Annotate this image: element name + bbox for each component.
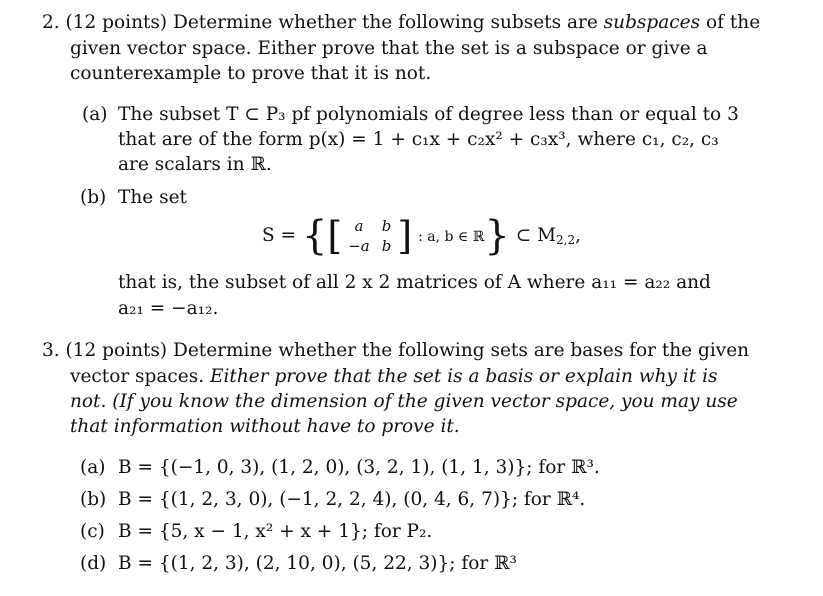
problem-2-intro-line-2: given vector space. Either prove that the set is a subspace or give a	[70, 38, 708, 59]
problem-2b-line-1: The set	[118, 187, 187, 208]
problem-3c-label: (c)	[80, 521, 105, 542]
problem-3b-text: B = {(1, 2, 3, 0), (−1, 2, 2, 4), (0, 4, 6, 7)}; for ℝ⁴.	[118, 489, 586, 510]
set-rhs-end: ,	[575, 225, 582, 246]
set-rhs-symbol: ⊂ M	[515, 225, 557, 246]
problem-2b-label: (b)	[80, 187, 107, 208]
problem-3-text: vector spaces.	[70, 366, 210, 387]
problem-2a-line-1: The subset T ⊂ P₃ pf polynomials of degree less than or equal to 3	[118, 104, 739, 125]
problem-3c-text: B = {5, x − 1, x² + x + 1}; for P₂.	[118, 521, 433, 542]
problem-2b-line-3: that is, the subset of all 2 x 2 matrices of A where a₁₁ = a₂₂ and	[118, 272, 711, 293]
problem-2a-label: (a)	[82, 104, 108, 125]
set-rhs-subscript: 2,2	[556, 233, 576, 247]
problem-3-intro-line-1: 3. (12 points) Determine whether the following sets are bases for the given	[42, 340, 750, 361]
set-condition: : a, b ∈ ℝ	[418, 229, 485, 245]
problem-2b-line-4: a₂₁ = −a₁₂.	[118, 298, 219, 319]
problem-2-text-end: of the	[700, 12, 761, 33]
problem-2-intro-line-3: counterexample to prove that it is not.	[70, 63, 432, 84]
matrix-entry-21: −a	[348, 237, 370, 255]
problem-2a-line-2: that are of the form p(x) = 1 + c₁x + c₂x² + c₃x³, where c₁, c₂, c₃	[118, 129, 719, 150]
problem-3-intro-line-4: that information without have to prove it.	[70, 416, 460, 437]
problem-3a-label: (a)	[80, 457, 106, 478]
set-lhs: S =	[262, 225, 297, 246]
problem-3-intro-line-3: not. (If you know the dimension of the given vector space, you may use	[70, 391, 738, 412]
set-definition	[262, 208, 581, 264]
problem-3a-text: B = {(−1, 0, 3), (1, 2, 0), (3, 2, 1), (1, 1, 3)}; for ℝ³.	[118, 457, 600, 478]
problem-2a-line-3: are scalars in ℝ.	[118, 154, 272, 175]
left-bracket-icon: [	[327, 214, 343, 258]
matrix-entry-22: b	[381, 237, 392, 255]
problem-2-emphasis: subspaces	[603, 12, 701, 33]
problem-3-intro-line-2	[70, 364, 718, 389]
matrix-entry-12: b	[381, 217, 392, 235]
problem-2-intro-line-1	[42, 10, 760, 35]
matrix	[342, 216, 397, 256]
problem-3d-text: B = {(1, 2, 3), (2, 10, 0), (5, 22, 3)}; for ℝ³	[118, 553, 517, 574]
left-brace-icon: {	[301, 213, 328, 259]
matrix-entry-11: a	[354, 217, 364, 235]
set-rhs	[516, 225, 581, 246]
right-bracket-icon: ]	[397, 214, 413, 258]
problem-2-text: 2. (12 points) Determine whether the following subsets are	[42, 12, 604, 33]
problem-3-emphasis: Either prove that the set is a basis or explain why it is	[210, 366, 718, 387]
problem-3b-label: (b)	[80, 489, 107, 510]
problem-3d-label: (d)	[80, 553, 107, 574]
right-brace-icon: }	[484, 213, 510, 259]
